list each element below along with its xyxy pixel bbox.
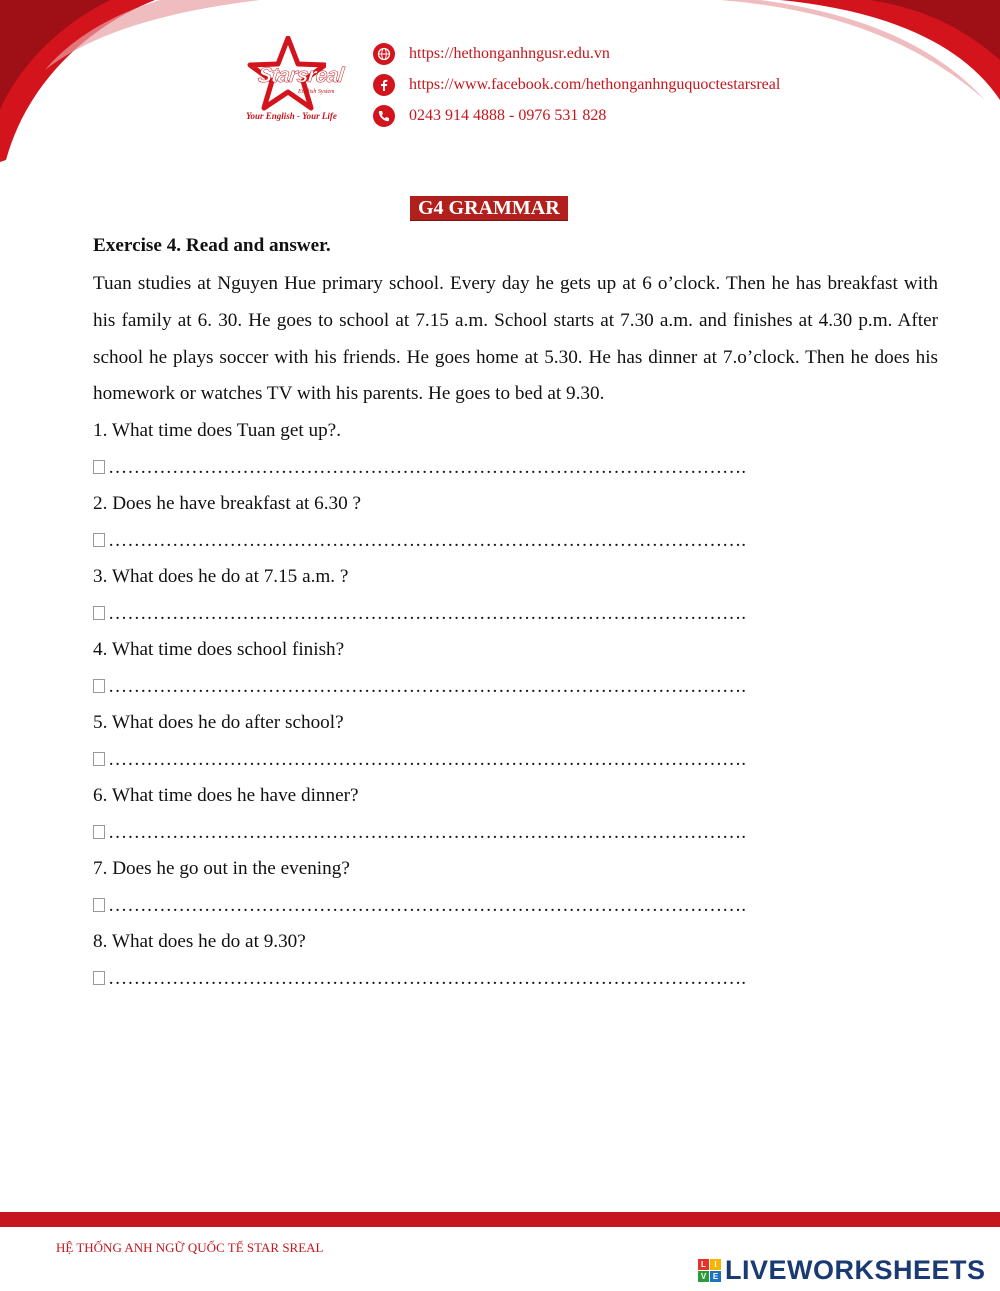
question-4: 4. What time does school finish? <box>93 639 345 661</box>
starsreal-logo <box>240 36 365 126</box>
question-block <box>93 486 938 559</box>
phone-icon <box>373 105 395 127</box>
facebook-icon <box>373 74 395 96</box>
answer-line-8[interactable]: ………………………………………………………………………………………. <box>93 961 938 998</box>
answer-line-5[interactable]: ………………………………………………………………………………………. <box>93 742 938 779</box>
contact-list <box>373 38 780 131</box>
contact-phone-text: 0243 914 4888 - 0976 531 828 <box>409 106 607 124</box>
logo-tagline: Your English - Your Life <box>246 111 337 121</box>
checkbox-icon <box>93 679 105 693</box>
contact-website[interactable] <box>373 38 780 69</box>
answer-line-3[interactable]: ………………………………………………………………………………………. <box>93 596 938 633</box>
page-title: G4 GRAMMAR <box>410 196 568 221</box>
footer-bar <box>0 1212 1000 1227</box>
answer-line-6[interactable]: ………………………………………………………………………………………. <box>93 815 938 852</box>
liveworksheets-text: LIVEWORKSHEETS <box>725 1255 986 1285</box>
footer-text: HỆ THỐNG ANH NGỮ QUỐC TẾ STAR SREAL <box>56 1240 324 1255</box>
contact-facebook-text: https://www.facebook.com/hethonganhnguquoctestarsreal <box>409 75 781 93</box>
question-block <box>93 778 938 851</box>
checkbox-icon <box>93 460 105 474</box>
liveworksheets-watermark[interactable] <box>698 1255 986 1286</box>
contact-website-text: https://hethonganhngusr.edu.vn <box>409 44 610 62</box>
contact-facebook[interactable] <box>373 69 780 100</box>
answer-line-1[interactable]: ………………………………………………………………………………………. <box>93 450 938 487</box>
reading-passage: Tuan studies at Nguyen Hue primary school. Every day he gets up at 6 o’clock. Then he has breakfast with his family at 6. 30. He goes to school at 7.15 a.m. School starts at 7.30 a.m. and finishes at 4.30 p.m. After school he plays soccer with his friends. He goes home at 5.30. He has dinner at 7.o’clock. Then he does his homework or watches TV with his parents. He goes to bed at 9.30. <box>93 273 938 405</box>
question-block <box>93 559 938 632</box>
question-5: 5. What does he do after school? <box>93 712 344 734</box>
liveworksheets-logo-icon: L I V E <box>698 1259 721 1282</box>
question-block <box>93 413 938 486</box>
question-block <box>93 924 938 997</box>
globe-icon <box>373 43 395 65</box>
question-8: 8. What does he do at 9.30? <box>93 931 306 953</box>
logo-brand: Starsreal <box>256 64 345 87</box>
question-block <box>93 851 938 924</box>
checkbox-icon <box>93 898 105 912</box>
question-block <box>93 632 938 705</box>
checkbox-icon <box>93 825 105 839</box>
contact-phone[interactable] <box>373 100 780 131</box>
question-2: 2. Does he have breakfast at 6.30 ? <box>93 493 361 515</box>
checkbox-icon <box>93 971 105 985</box>
answer-line-7[interactable]: ………………………………………………………………………………………. <box>93 888 938 925</box>
worksheet-content <box>93 230 938 997</box>
question-1: 1. What time does Tuan get up?. <box>93 420 341 442</box>
exercise-title: Exercise 4. Read and answer. <box>93 235 331 256</box>
question-block <box>93 705 938 778</box>
checkbox-icon <box>93 752 105 766</box>
question-7: 7. Does he go out in the evening? <box>93 858 350 880</box>
answer-line-4[interactable]: ………………………………………………………………………………………. <box>93 669 938 706</box>
question-6: 6. What time does he have dinner? <box>93 785 359 807</box>
logo-subtitle: English System <box>298 89 335 95</box>
answer-line-2[interactable]: ………………………………………………………………………………………. <box>93 523 938 560</box>
checkbox-icon <box>93 533 105 547</box>
checkbox-icon <box>93 606 105 620</box>
question-3: 3. What does he do at 7.15 a.m. ? <box>93 566 349 588</box>
